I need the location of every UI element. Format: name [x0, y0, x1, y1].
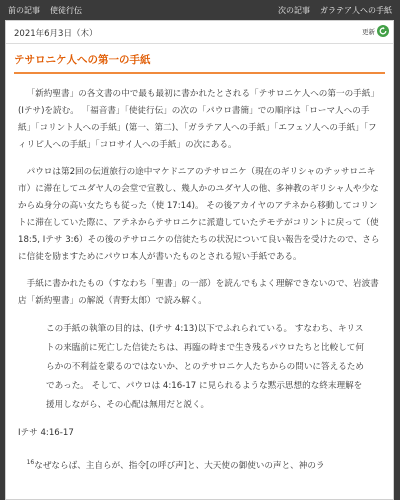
blockquote: この手紙の執筆の目的は、(Iテサ 4:13)以下でふれられている。 すなわち、キリストの来臨前に死亡した信徒たちは、再臨の時まで生き残るパウロたちと比較して何らかの不利益を蒙るのではないか、とのテサロニケ人たちからの問いに答えるためであった。 そして、パウロは 4:16-17 に見られるような黙示思想的な終末理解を援用しながら、その心配は無用だと説く。: [46, 324, 364, 410]
verse-number: 16: [26, 459, 35, 466]
next-article-title-link[interactable]: ガラテア人への手紙: [320, 5, 392, 15]
verse-text: なぜならば、主自らが、指令[の呼び声]と、大天使の御使いの声と、神のラ: [34, 460, 325, 471]
date-bar: [6, 21, 393, 44]
update-label: 更新: [362, 27, 375, 36]
prev-article-title-link[interactable]: 使徒行伝: [50, 5, 82, 15]
paragraph-commentary: 手紙に書かれたもの（すなわち「聖書」の一部）を読んでもよく理解できないので、岩波書店「新約聖書」の解説（青野太郎）で読み解く。: [18, 279, 379, 306]
title-section: [6, 44, 393, 74]
post-date: 2021年6月3日（木）: [14, 29, 98, 39]
paragraph-background: パウロは第2回の伝道旅行の途中マケドニアのテサロニケ（現在のギリシャのテッサロニキ市）に滞在してユダヤ人の会堂で宣教し、幾人かのユダヤ人の他、多神教のギリシャ人や少なからぬ身分の高い女たちも従った（使 17:14)。 その後アカイヤのアテネから移動してコリントに滞在していた際に、アテネからテサロニケに派遣していたテモテがコリントに戻って（使 18:5, Iテサ 3:6）その後のテサロニケの信徒たちの状況について良い報告を受けたので、さらに信徒を励ますためにパウロ本人が書いたものとされる短い手紙である。: [18, 167, 380, 262]
nav-right: [278, 5, 392, 16]
scripture-reference: Iテサ 4:16-17: [18, 428, 74, 438]
paragraph-intro: 「新約聖書」の各文書の中で最も最初に書かれたとされる「テサロニケ人への第一の手紙」(Iテサ)を読む。 「福音書」「使徒行伝」の次の「パウロ書簡」での順序は「ローマ人への手紙」「コリント人への手紙」(第一、第二)、「ガラテア人への手紙」「エフェソ人への手紙」「フィリピ人への手紙」「コロサイ人への手紙」の次にある。: [18, 89, 379, 150]
page-frame: [0, 20, 400, 500]
nav-left: [8, 5, 82, 16]
update-button[interactable]: [362, 25, 389, 37]
top-navigation: [0, 0, 400, 20]
refresh-icon: [377, 25, 389, 37]
article-body: [6, 74, 393, 475]
scripture-verse: [18, 454, 381, 475]
next-article-link[interactable]: 次の記事: [278, 5, 310, 15]
article-card: [5, 20, 394, 500]
prev-article-link[interactable]: 前の記事: [8, 5, 40, 15]
article-title: テサロニケ人への第一の手紙: [14, 52, 385, 74]
